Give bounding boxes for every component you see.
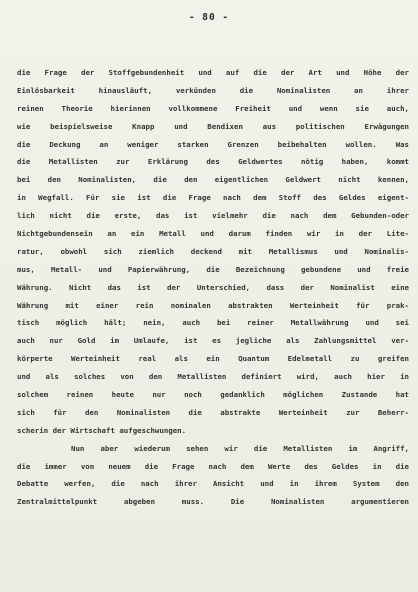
text-line: die Frage der Stoffgebundenheit und auf die der Art und Höhe der — [17, 68, 409, 77]
text-line: Nichtgebundensein an ein Metall und darum finden wir in der Lite- — [17, 229, 409, 239]
text-line: körperte Werteinheit real als ein Quantum Edelmetall zu greifen — [17, 354, 409, 364]
text-line: scherin der Wirtschaft aufgeschwungen. — [17, 425, 187, 435]
text-line: die Deckung an weniger starken Grenzen beibehalten wollen. Was — [17, 139, 409, 149]
text-line: solchem reinen heute nur noch gedanklich möglichen Zustande hat — [17, 390, 409, 400]
text-line: reinen Theorie hierinnen vollkommene Freiheit und wenn sie auch, — [17, 103, 409, 113]
text-line: Debatte werfen, die nach ihrer Ansicht und in ihrem System den — [17, 479, 409, 489]
text-line: bei den Nominalisten, die den eigentlichen Geldwert nicht kennen, — [17, 175, 409, 185]
text-line: wie beispielsweise Knapp und Bendixen aus politischen Erwägungen — [17, 121, 409, 131]
text-line: Zentralmittelpunkt abgeben muss. Die Nominalisten argumentieren — [17, 497, 409, 507]
text-line: Währung mit einer rein nominalen abstrakten Werteinheit für prak- — [17, 300, 409, 310]
text-line: Einlösbarkeit hinausläuft, verkünden die Nominalisten an ihrer — [17, 85, 409, 95]
text-line: die immer von neuem die Frage nach dem Werte des Geldes in die — [17, 461, 409, 471]
text-line: die Metallisten zur Erklärung des Geldwertes nötig haben, kommt — [17, 157, 409, 167]
text-line: sich für den Nominalisten die abstrakte Werteinheit zur Beherr- — [17, 407, 409, 417]
text-line: auch nur Gold im Umlaufe, ist es jegliche als Zahlungsmittel ver- — [17, 336, 409, 346]
text-line: in Wegfall. Für sie ist die Frage nach dem Stoff des Geldes eigent- — [17, 193, 409, 203]
text-line: Währung. Nicht das ist der Unterschied, dass der Nominalist eine — [17, 282, 409, 292]
document-body — [17, 64, 409, 511]
text-line: und als solches von den Metallisten definiert wird, auch hier in — [17, 372, 409, 382]
text-line: tisch möglich hält; nein, auch bei reiner Metallwährung und sei — [17, 318, 409, 328]
text-line: ratur, obwohl sich ziemlich deckend mit Metallismus und Nominalis- — [17, 246, 409, 256]
page-number: - 80 - — [188, 12, 230, 23]
text-line: mus, Metall- und Papierwährung, die Bezeichnung gebundene und freie — [17, 264, 409, 274]
text-line: lich nicht die erste, das ist vielmehr die nach dem Gebunden-oder — [17, 211, 409, 221]
text-line: Nun aber wiederum sehen wir die Metallisten im Angriff, — [71, 443, 409, 453]
